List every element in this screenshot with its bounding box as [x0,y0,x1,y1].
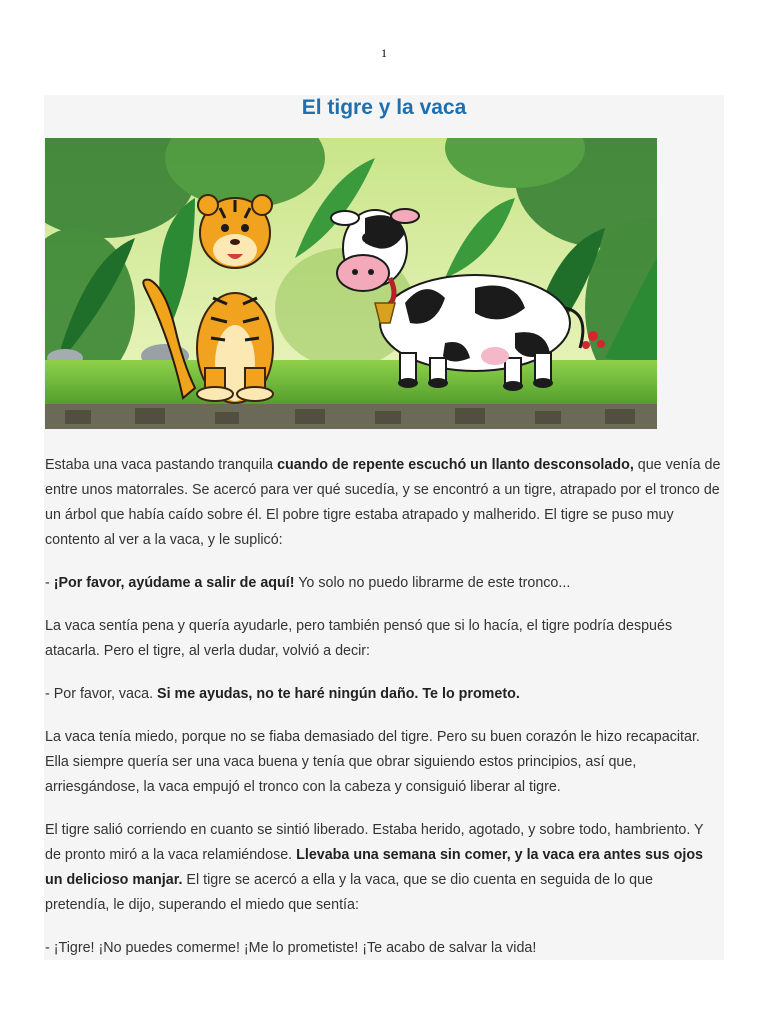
paragraph-6-text-end: El tigre se acercó a ella y la vaca, que se dio cuenta en seguida de lo que pretendía, le dijo, superando el miedo que sentía: [45,872,653,913]
paragraph-6 [45,818,721,918]
paragraph-4-bold: Si me ayudas, no te haré ningún daño. Te lo prometo. [157,686,520,702]
story-page [44,95,724,960]
paragraph-6-text: El tigre salió corriendo en cuanto se sintió liberado. Estaba herido, agotado, y sobre todo, hambriento. Y de pronto miró a la vaca relamiéndose. [45,822,704,863]
paragraph-2 [45,571,721,596]
paragraph-1-text: Estaba una vaca pastando tranquila [45,457,278,473]
paragraph-2-dash: - [45,575,54,591]
paragraph-3: La vaca sentía pena y quería ayudarle, pero también pensó que si lo hacía, el tigre podría después atacarla. Pero el tigre, al verla dudar, volvió a decir: [45,618,673,659]
paragraph-1-text-end: que venía de entre unos matorrales. Se acercó para ver qué sucedía, y se encontró a un tigre, atrapado por el tronco de un árbol que había caído sobre él. El pobre tigre estaba atrapado y malherido. El tigre se puso muy contento al ver a la vaca, y le suplicó: [45,457,721,548]
grass [45,360,657,408]
paragraph-7: - ¡Tigre! ¡No puedes comerme! ¡Me lo prometiste! ¡Te acabo de salvar la vida! [45,940,537,956]
story-text [45,453,721,960]
paragraph-4 [45,682,721,707]
page-number: 1 [381,46,387,60]
paragraph-2-bold: ¡Por favor, ayúdame a salir de aquí! [53,575,295,591]
paragraph-1-bold: cuando de repente escuchó un llanto desconsolado, [277,457,634,473]
paragraph-2-text: Yo solo no puedo librarme de este tronco... [294,575,571,591]
paragraph-6-bold: Llevaba una semana sin comer, y la vaca era antes sus ojos un delicioso manjar. [45,847,703,888]
tiger-and-cow-illustration [45,138,657,429]
paragraph-4-text: - Por favor, vaca. [45,686,158,702]
story-title: El tigre y la vaca [301,96,467,119]
paragraph-1 [45,453,721,553]
paragraph-5: La vaca tenía miedo, porque no se fiaba demasiado del tigre. Pero su buen corazón le hizo recapacitar. Ella siempre quería ser una vaca buena y tenía que obrar siguiendo estos principios, así que, arriesgándose, la vaca empujó el tronco con la cabeza y consiguió liberar al tigre. [45,729,700,795]
